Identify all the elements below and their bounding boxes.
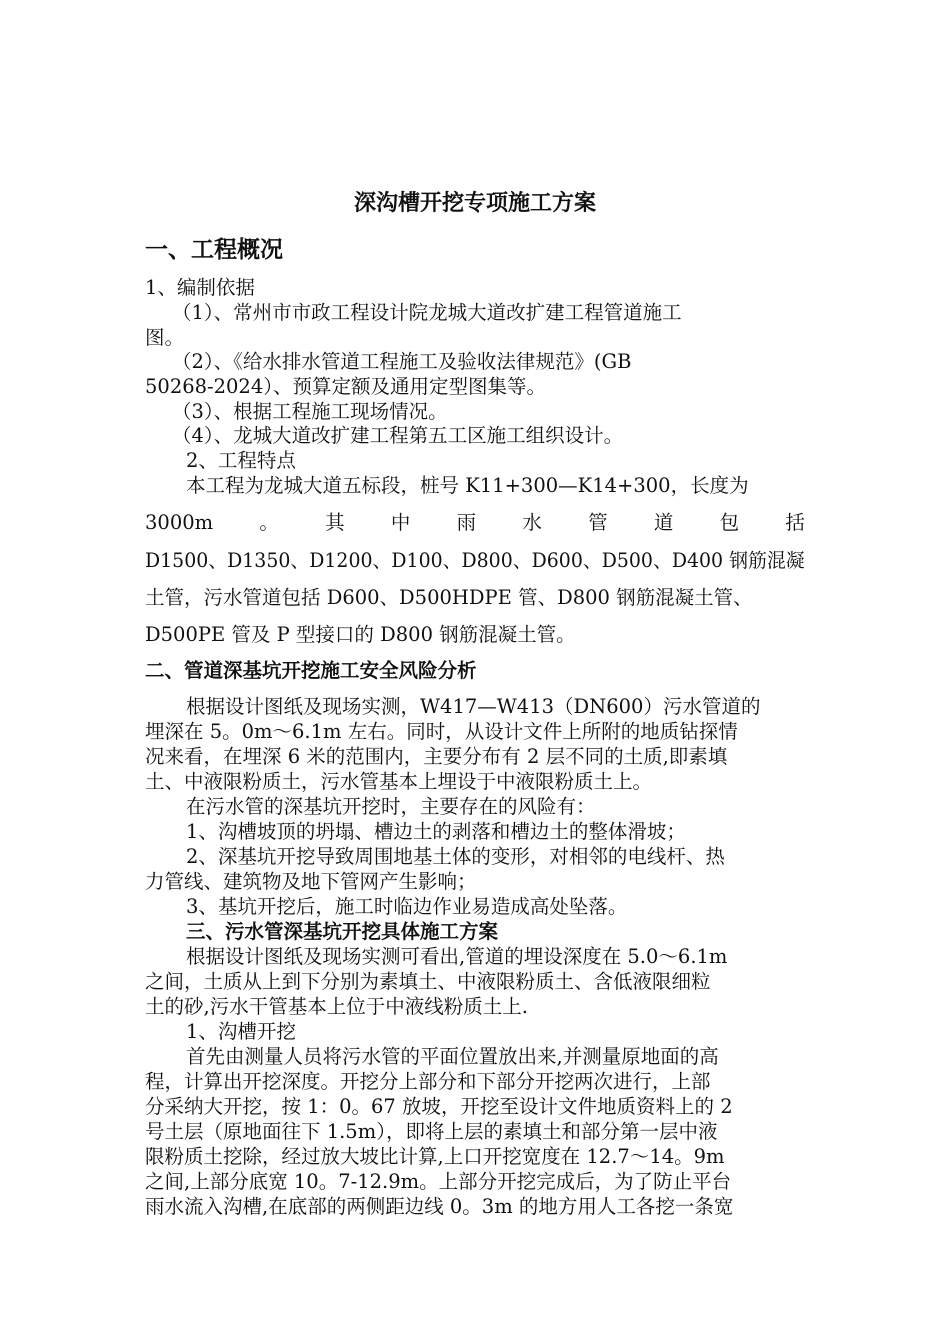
basis-item-2: （2）、《给水排水管道工程施工及验收法律规范》(GB [172, 350, 632, 373]
word: 中 [390, 511, 411, 534]
word: 包 [719, 511, 740, 534]
s3-line-6: 程，计算出开挖深度。开挖分上部分和下部分开挖两次进行，上部 [145, 1070, 711, 1093]
word: 3000m [145, 511, 214, 534]
basis-item-3: （3）、根据工程施工现场情况。 [172, 400, 448, 423]
s2-line-5: 在污水管的深基坑开挖时，主要存在的风险有： [186, 795, 596, 818]
s3-line-7: 分采纳大开挖，按 1：0。67 放坡，开挖至设计文件地质资料上的 2 [145, 1095, 733, 1118]
s3-line-1: 根据设计图纸及现场实测可看出,管道的埋设深度在 5.0～6.1m [186, 945, 728, 968]
s2-line-2: 埋深在 5。0m～6.1m 左右。同时，从设计文件上所附的地质钻探情 [145, 720, 738, 743]
features-line-4: 土管，污水管道包括 D600、D500HDPE 管、D800 钢筋混凝土管、 [145, 586, 753, 609]
word: 道 [653, 511, 674, 534]
s2-line-1: 根据设计图纸及现场实测，W417—W413（DN600）污水管道的 [186, 695, 761, 718]
s3-line-2: 之间，土质从上到下分别为素填土、中液限粉质土、含低液限细粒 [145, 970, 711, 993]
basis-item-1-cont: 图。 [145, 326, 185, 349]
s3-line-5: 首先由测量人员将污水管的平面位置放出来,并测量原地面的高 [186, 1045, 719, 1068]
s2-line-4: 土、中液限粉质土，污水管基本上埋设于中液限粉质土上。 [145, 770, 653, 793]
s2-risk-3: 3、基坑开挖后，施工时临边作业易造成高处坠落。 [186, 895, 628, 918]
s2-risk-2-cont: 力管线、建筑物及地下管网产生影响； [145, 870, 477, 893]
features-line-1: 本工程为龙城大道五标段，桩号 K11+300—K14+300，长度为 [186, 474, 749, 497]
word: 水 [522, 511, 542, 534]
section-1-heading: 一、工程概况 [145, 237, 283, 263]
word: 其 [325, 511, 345, 534]
features-label: 2、工程特点 [186, 449, 296, 472]
features-line-3: D1500、D1350、D1200、D100、D800、D600、D500、D400 钢筋混凝 [145, 549, 805, 572]
s3-line-11: 雨水流入沟槽,在底部的两侧距边线 0。3m 的地方用人工各挖一条宽 [145, 1195, 734, 1218]
s3-line-3: 土的砂,污水干管基本上位于中液线粉质土上. [145, 995, 528, 1018]
word: 雨 [456, 511, 477, 534]
basis-item-1: （1）、常州市市政工程设计院龙城大道改扩建工程管道施工 [172, 301, 682, 324]
basis-item-4: （4）、龙城大道改扩建工程第五工区施工组织设计。 [172, 424, 624, 447]
features-line-2-justified [145, 511, 805, 535]
basis-item-2-cont: 50268-2024）、预算定额及通用定型图集等。 [145, 375, 546, 398]
features-line-5: D500PE 管及 P 型接口的 D800 钢筋混凝土管。 [145, 623, 576, 646]
document-title: 深沟槽开挖专项施工方案 [353, 191, 596, 216]
word: 管 [588, 511, 608, 534]
s3-line-10: 之间,上部分底宽 10。7-12.9m。上部分开挖完成后，为了防止平台 [145, 1170, 732, 1193]
s3-subheading-trench: 1、沟槽开挖 [186, 1020, 296, 1043]
s3-line-8: 号土层（原地面往下 1.5m），即将上层的素填土和部分第一层中液 [145, 1120, 718, 1143]
s2-risk-2: 2、深基坑开挖导致周围地基土体的变形，对相邻的电线杆、热 [186, 845, 725, 868]
s2-risk-1: 1、沟槽坡顶的坍塌、槽边土的剥落和槽边土的整体滑坡； [186, 820, 686, 843]
section-3-heading: 三、污水管深基坑开挖具体施工方案 [186, 920, 499, 943]
basis-label: 1、编制依据 [145, 276, 255, 299]
section-2-heading: 二、管道深基坑开挖施工安全风险分析 [145, 659, 477, 682]
word: 。 [259, 511, 279, 534]
s2-line-3: 况来看，在埋深 6 米的范围内，主要分布有 2 层不同的土质,即素填 [145, 745, 728, 768]
word: 括 [785, 511, 805, 534]
s3-line-9: 限粉质土挖除，经过放大坡比计算,上口开挖宽度在 12.7～14。9m [145, 1145, 725, 1168]
